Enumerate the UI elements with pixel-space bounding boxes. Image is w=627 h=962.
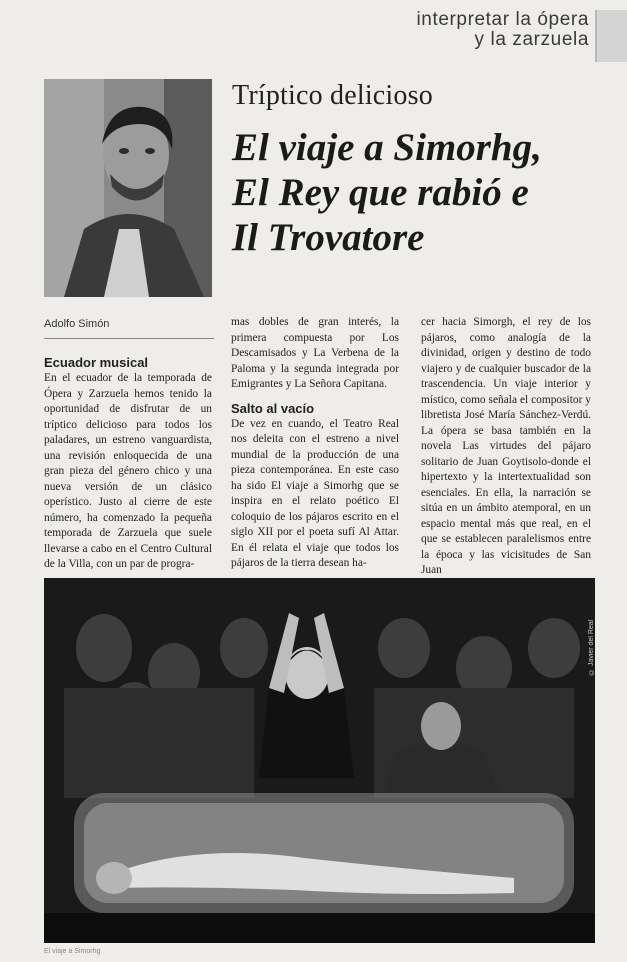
section-header bbox=[377, 10, 627, 60]
author-portrait bbox=[44, 79, 212, 297]
column-2 bbox=[231, 315, 399, 572]
column-2-text-b: De vez en cuando, el Teatro Real nos deleita con el estreno a nivel mundial de la producción de una pieza contemporánea. En este caso ha sido El viaje a Simorhg que se inspira en el relato poético El coloquio de los pájaros escrito en el siglo XII por el poeta sufí Al Attar. En él relata el viaje que todos los pájaros de la tierra desean ha- bbox=[231, 417, 399, 569]
column-2-text-a: mas dobles de gran interés, la primera compuesta por Los Descamisados y La Verbena de la Paloma y la segunda integrada por Emigrantes y La Señora Capitana. bbox=[231, 316, 399, 390]
subhead-ecuador: Ecuador musical bbox=[44, 355, 149, 370]
column-1 bbox=[44, 355, 212, 573]
article-kicker: Tríptico delicioso bbox=[232, 80, 433, 111]
column-3 bbox=[421, 315, 591, 579]
author-name: Adolfo Simón bbox=[44, 318, 110, 330]
title-line-1: El viaje a Simorhg, bbox=[232, 126, 542, 169]
opera-photo bbox=[44, 578, 595, 943]
photo-caption: El viaje a Simorhg bbox=[44, 948, 101, 955]
opera-photo-image bbox=[44, 578, 595, 943]
column-1-text: En el ecuador de la temporada de Ópera y Zarzuela hemos tenido la oportunidad de disfrutar de un tríptico delicioso para todos los paladares, un estreno vanguardista, una revisión enloquecida de una gran pieza del género chico y una nueva versión de un clásico operístico. Justo al cierre de este número, ha comenzado la pequeña temporada de Zarzuela que suele llevarse a cabo en el Centro Cultural de la Villa, con un par de progra- bbox=[44, 372, 212, 570]
portrait-image bbox=[44, 79, 212, 297]
article-title bbox=[232, 125, 612, 260]
author-divider bbox=[44, 338, 214, 339]
section-header-line1: interpretar la ópera bbox=[416, 9, 589, 30]
section-header-line2: y la zarzuela bbox=[474, 29, 589, 50]
photo-credit: © Javier del Real bbox=[588, 619, 595, 675]
title-line-3: Il Trovatore bbox=[232, 216, 425, 259]
title-line-2: El Rey que rabió e bbox=[232, 171, 529, 214]
column-3-text: cer hacia Simorgh, el rey de los pájaros, como analogía de la divinidad, origen y destino de todo viajero y de cualquier buscador de la trascendencia. Un viaje interior y místico, como señala el compositor y libretista José María Sánchez-Verdú. La ópera se basa también en la novela Las virtudes del pájaro solitario de Juan Goytisolo-donde el hipertexto y la intertextualidad son esenciales. En ella, la narración se sitúa en un ámbito atemporal, en un espacio mental más que real, en el que se establecen paralelismos entre la época y las vicisitudes de San Juan bbox=[421, 316, 591, 576]
subhead-salto: Salto al vacío bbox=[231, 400, 315, 416]
